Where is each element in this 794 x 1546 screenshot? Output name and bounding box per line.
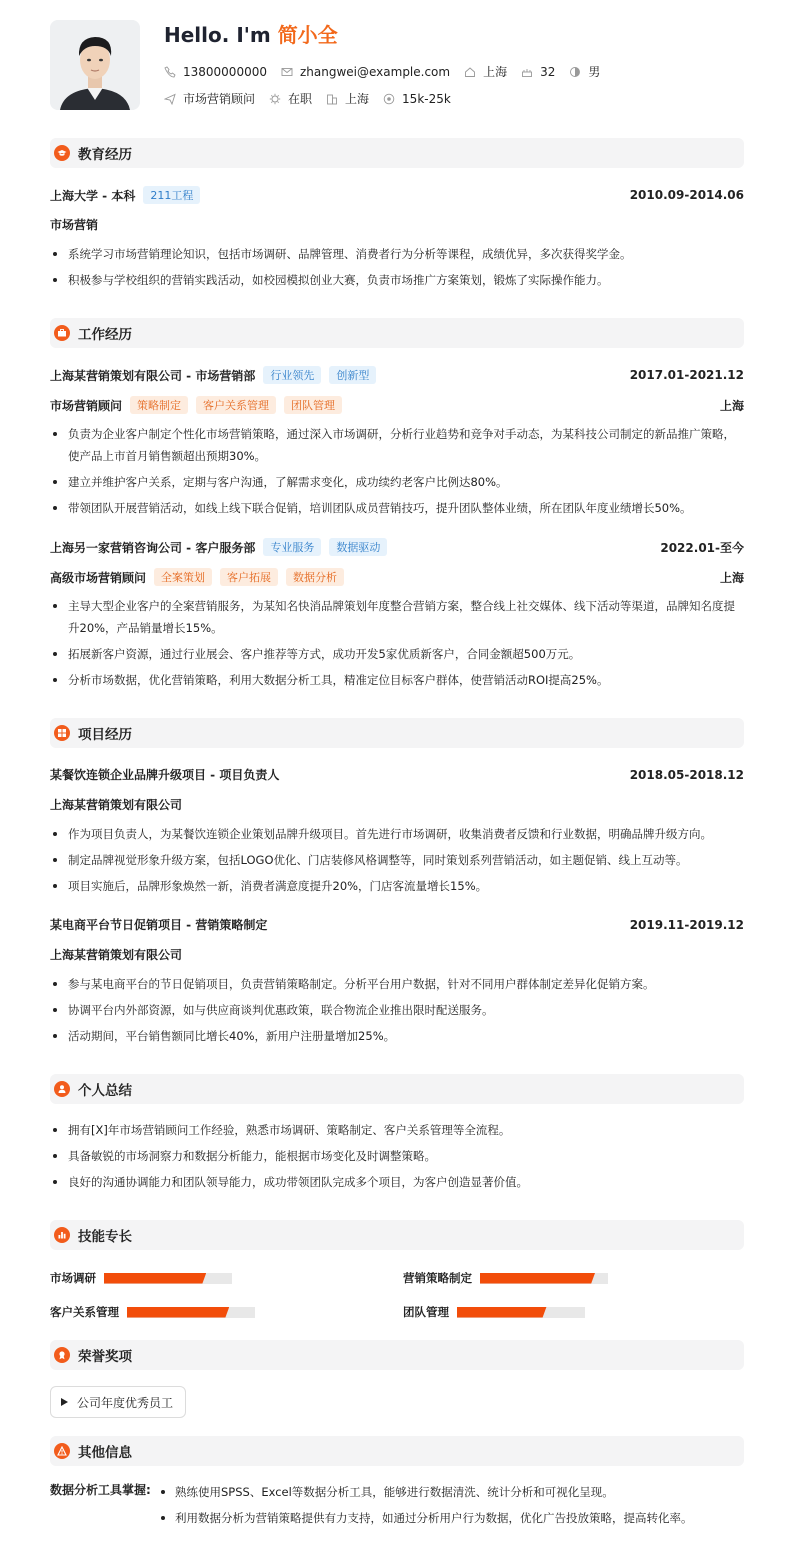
project-org-row bbox=[50, 796, 744, 813]
city-item bbox=[464, 63, 507, 80]
education-date: 2010.09-2014.06 bbox=[629, 188, 744, 202]
other-label: 数据分析工具掌握: bbox=[50, 1483, 151, 1497]
project-row bbox=[50, 766, 744, 783]
list-item: 主导大型企业客户的全案营销服务，为某知名快消品牌策划年度整合营销方案，整合线上社交媒体、线下活动等渠道，品牌知名度提升20%，产品销量增长15%。 bbox=[50, 595, 744, 639]
section-title: 工作经历 bbox=[78, 327, 132, 343]
job-date: 2017.01-2021.12 bbox=[629, 368, 744, 382]
gear-icon bbox=[269, 93, 281, 105]
skill-item bbox=[403, 1304, 585, 1320]
job-title-item bbox=[164, 90, 255, 107]
job-intent-row bbox=[164, 90, 465, 107]
gender-item bbox=[569, 63, 600, 80]
age-item bbox=[521, 65, 555, 79]
status-item bbox=[269, 90, 312, 107]
list-item: 活动期间，平台销售额同比增长40%，新用户注册量增加25%。 bbox=[50, 1025, 744, 1047]
section-work bbox=[50, 318, 744, 348]
job-location: 上海 bbox=[719, 570, 744, 585]
project-date: 2018.05-2018.12 bbox=[629, 767, 744, 782]
section-title: 其他信息 bbox=[78, 1445, 132, 1461]
section-education bbox=[50, 138, 744, 168]
gender-icon bbox=[569, 66, 581, 78]
phone-text: 13800000000 bbox=[183, 64, 267, 79]
skill-bar-fill bbox=[127, 1307, 229, 1318]
grid-icon bbox=[54, 725, 70, 741]
candidate-name: 简小全 bbox=[277, 23, 338, 47]
gender-text: 男 bbox=[588, 65, 601, 79]
city-text: 上海 bbox=[483, 65, 508, 79]
salary-text: 15k-25k bbox=[402, 91, 451, 106]
skill-bar-fill bbox=[480, 1273, 595, 1284]
project-name: 某餐饮连锁企业品牌升级项目 - 项目负责人 bbox=[50, 768, 280, 782]
education-row bbox=[50, 186, 744, 204]
project-date: 2019.11-2019.12 bbox=[629, 917, 744, 932]
role-tag: 策略制定 bbox=[130, 396, 188, 414]
project-bullets bbox=[50, 973, 744, 1051]
company-tag: 专业服务 bbox=[263, 538, 321, 556]
job-row bbox=[50, 366, 744, 384]
project-org-row bbox=[50, 946, 744, 963]
role-row bbox=[50, 396, 744, 414]
skill-bar bbox=[104, 1273, 232, 1284]
skill-item bbox=[50, 1270, 232, 1286]
role-tag: 客户关系管理 bbox=[196, 396, 276, 414]
bar-chart-icon bbox=[54, 1227, 70, 1243]
skill-bar bbox=[457, 1307, 585, 1318]
skill-item bbox=[403, 1270, 608, 1286]
project-org: 上海某营销策划有限公司 bbox=[50, 948, 183, 962]
list-item: 分析市场数据，优化营销策略，利用大数据分析工具，精准定位目标客户群体，使营销活动ROI提高25%。 bbox=[50, 669, 744, 691]
award-item[interactable] bbox=[50, 1386, 186, 1418]
skill-bar bbox=[480, 1273, 608, 1284]
skill-bar bbox=[127, 1307, 255, 1318]
company-tag: 行业领先 bbox=[263, 366, 321, 384]
mail-icon bbox=[281, 66, 293, 78]
coin-icon bbox=[383, 93, 395, 105]
skill-bar-fill bbox=[104, 1273, 206, 1284]
list-item: 利用数据分析为营销策略提供有力支持，如通过分析用户行为数据，优化广告投放策略，提高转化率。 bbox=[158, 1507, 744, 1529]
section-title: 荣誉奖项 bbox=[78, 1349, 132, 1365]
skill-name: 市场调研 bbox=[50, 1271, 96, 1285]
list-item: 作为项目负责人，为某餐饮连锁企业策划品牌升级项目。首先进行市场调研，收集消费者反馈和行业数据，明确品牌升级方向。 bbox=[50, 823, 744, 845]
list-item: 带领团队开展营销活动，如线上线下联合促销，培训团队成员营销技巧，提升团队整体业绩，所在团队年度业绩增长50%。 bbox=[50, 497, 744, 519]
skill-name: 客户关系管理 bbox=[50, 1305, 119, 1319]
section-other bbox=[50, 1436, 744, 1466]
school-name: 上海大学 - 本科 bbox=[50, 188, 136, 203]
education-bullets bbox=[50, 243, 744, 295]
section-summary bbox=[50, 1074, 744, 1104]
section-projects bbox=[50, 718, 744, 748]
email-item bbox=[281, 65, 450, 79]
list-item: 建立并维护客户关系，定期与客户沟通，了解需求变化，成功续约老客户比例达80%。 bbox=[50, 471, 744, 493]
info-icon bbox=[54, 1443, 70, 1459]
section-title: 项目经历 bbox=[78, 727, 132, 743]
list-item: 积极参与学校组织的营销实践活动，如校园模拟创业大赛，负责市场推广方案策划，锻炼了实际操作能力。 bbox=[50, 269, 744, 291]
section-title: 个人总结 bbox=[78, 1083, 132, 1099]
age-text: 32 bbox=[540, 64, 556, 79]
user-icon bbox=[54, 1081, 70, 1097]
building-icon bbox=[326, 93, 338, 105]
send-icon bbox=[164, 93, 176, 105]
resume-header bbox=[50, 0, 744, 124]
list-item: 熟练使用SPSS、Excel等数据分析工具，能够进行数据清洗、统计分析和可视化呈现。 bbox=[158, 1481, 744, 1503]
project-name: 某电商平台节日促销项目 - 营销策略制定 bbox=[50, 918, 268, 932]
briefcase-icon bbox=[54, 325, 70, 341]
medal-icon bbox=[54, 1347, 70, 1363]
page-title bbox=[164, 19, 338, 48]
role-tag: 数据分析 bbox=[286, 568, 344, 586]
school-tag: 211工程 bbox=[143, 186, 200, 204]
role-tag: 全案策划 bbox=[154, 568, 212, 586]
role-tag: 客户拓展 bbox=[220, 568, 278, 586]
section-title: 技能专长 bbox=[78, 1229, 132, 1245]
list-item: 项目实施后，品牌形象焕然一新，消费者满意度提升20%，门店客流量增长15%。 bbox=[50, 875, 744, 897]
award-label: 公司年度优秀员工 bbox=[77, 1395, 174, 1410]
cake-icon bbox=[521, 66, 533, 78]
list-item: 具备敏锐的市场洞察力和数据分析能力，能根据市场变化及时调整策略。 bbox=[50, 1145, 744, 1167]
summary-bullets bbox=[50, 1119, 744, 1197]
company-name: 上海某营销策划有限公司 - 市场营销部 bbox=[50, 368, 256, 383]
list-item: 参与某电商平台的节日促销项目，负责营销策略制定。分析平台用户数据，针对不同用户群体制定差异化促销方案。 bbox=[50, 973, 744, 995]
list-item: 制定品牌视觉形象升级方案，包括LOGO优化、门店装修风格调整等，同时策划系列营销活动，如主题促销、线上互动等。 bbox=[50, 849, 744, 871]
major-row bbox=[50, 216, 744, 233]
list-item: 拥有[X]年市场营销顾问工作经验，熟悉市场调研、策略制定、客户关系管理等全流程。 bbox=[50, 1119, 744, 1141]
work-city-item bbox=[326, 90, 369, 107]
job-title-text: 市场营销顾问 bbox=[183, 92, 256, 106]
play-icon bbox=[61, 1398, 68, 1406]
contact-row bbox=[164, 63, 614, 80]
skill-name: 营销策略制定 bbox=[403, 1271, 472, 1285]
list-item: 拓展新客户资源，通过行业展会、客户推荐等方式，成功开发5家优质新客户，合同金额超500万元。 bbox=[50, 643, 744, 665]
section-title: 教育经历 bbox=[78, 147, 132, 163]
company-name: 上海另一家营销咨询公司 - 客户服务部 bbox=[50, 540, 256, 555]
section-skills bbox=[50, 1220, 744, 1250]
job-location: 上海 bbox=[719, 398, 744, 413]
job-date: 2022.01-至今 bbox=[660, 540, 744, 555]
job-bullets bbox=[50, 423, 744, 523]
salary-item bbox=[383, 92, 451, 106]
role-tag: 团队管理 bbox=[284, 396, 342, 414]
project-org: 上海某营销策划有限公司 bbox=[50, 798, 183, 812]
major-name: 市场营销 bbox=[50, 218, 99, 232]
phone-icon bbox=[164, 66, 176, 78]
job-bullets bbox=[50, 595, 744, 695]
role-name: 市场营销顾问 bbox=[50, 398, 123, 413]
email-text: zhangwei@example.com bbox=[299, 64, 451, 79]
work-city-text: 上海 bbox=[345, 92, 370, 106]
company-tag: 创新型 bbox=[329, 366, 376, 384]
project-bullets bbox=[50, 823, 744, 901]
role-name: 高级市场营销顾问 bbox=[50, 570, 147, 585]
greeting-text: Hello. I'm bbox=[164, 23, 271, 47]
skill-name: 团队管理 bbox=[403, 1305, 449, 1319]
skill-item bbox=[50, 1304, 255, 1320]
avatar bbox=[50, 20, 140, 110]
list-item: 系统学习市场营销理论知识，包括市场调研、品牌管理、消费者行为分析等课程，成绩优异，多次获得奖学金。 bbox=[50, 243, 744, 265]
status-text: 在职 bbox=[288, 92, 313, 106]
role-row bbox=[50, 568, 744, 586]
other-bullets bbox=[158, 1481, 744, 1533]
graduation-cap-icon bbox=[54, 145, 70, 161]
section-awards bbox=[50, 1340, 744, 1370]
list-item: 协调平台内外部资源，如与供应商谈判优惠政策，联合物流企业推出限时配送服务。 bbox=[50, 999, 744, 1021]
home-icon bbox=[464, 66, 476, 78]
list-item: 负责为企业客户制定个性化市场营销策略，通过深入市场调研，分析行业趋势和竞争对手动态，为某科技公司制定的新品推广策略，使产品上市首月销售额超出预期30%。 bbox=[50, 423, 744, 467]
project-row bbox=[50, 916, 744, 933]
list-item: 良好的沟通协调能力和团队领导能力，成功带领团队完成多个项目，为客户创造显著价值。 bbox=[50, 1171, 744, 1193]
skill-bar-fill bbox=[457, 1307, 547, 1318]
phone-item bbox=[164, 65, 267, 79]
job-row bbox=[50, 538, 744, 556]
company-tag: 数据驱动 bbox=[329, 538, 387, 556]
